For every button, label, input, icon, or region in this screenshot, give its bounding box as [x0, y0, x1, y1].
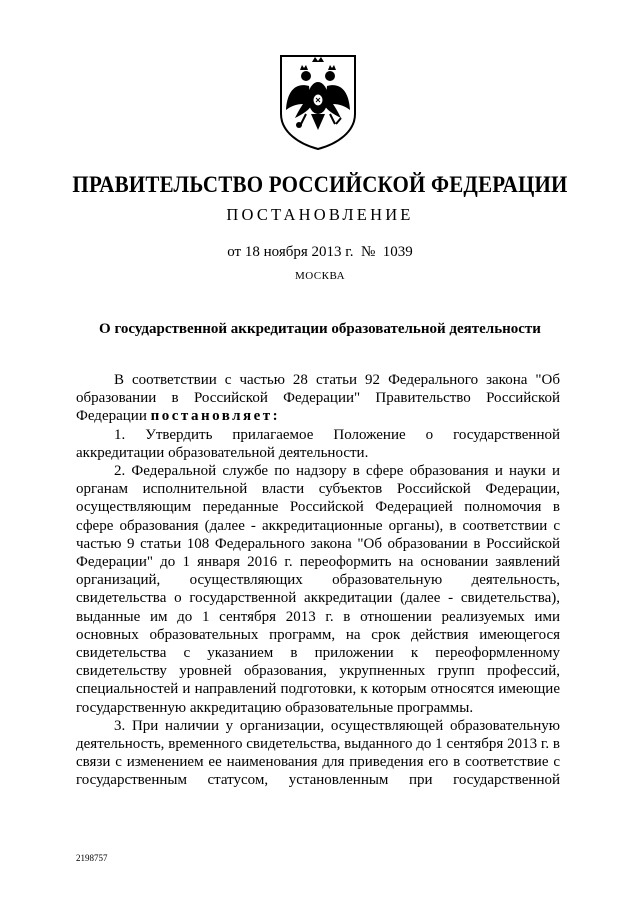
- document-title: О государственной аккредитации образовательной деятельности: [99, 321, 541, 337]
- government-name: ПРАВИТЕЛЬСТВО РОССИЙСКОЙ ФЕДЕРАЦИИ: [72, 170, 568, 198]
- preamble-text: В соответствии с частью 28 статьи 92 Федерального закона "Об образовании в Российской Федерации" Правительство Российской Федерации: [76, 372, 560, 425]
- date-and-number: от 18 ноября 2013 г. № 1039: [227, 244, 413, 260]
- paragraph-preamble: [76, 371, 560, 426]
- paragraph-item-3: 3. При наличии у организации, осуществляющей образовательную деятельность, временного свидетельства, выданного до 1 сентября 2013 г. в связи с изменением ее наименования для приведения его в соответствие с государственным статусом, установленным при государственной: [76, 717, 560, 789]
- city: МОСКВА: [294, 270, 346, 282]
- russian-coat-of-arms-icon: [273, 52, 363, 152]
- document-code: 2198757: [76, 853, 108, 863]
- resolves-keyword: постановляет:: [150, 408, 281, 425]
- paragraph-item-2: 2. Федеральной службе по надзору в сфере образования и науки и органам исполнительной власти субъектов Российской Федерации, осуществляющим переданные Российской Федерацией полномочия в сфере образования (далее - аккредитационные органы), в соответствии с частью 9 статьи 108 Федерального закона "Об образовании в Российской Федерации" до 1 января 2016 г. переоформить на основании заявлений организаций, осуществляющих образовательную деятельность, свидетельства о государственной аккредитации (далее - свидетельства), выданные им до 1 сентября 2013 г. в отношении реализуемых ими основных образовательных программ, на срок действия имеющегося свидетельства с указанием в приложении к переоформленному свидетельству уровней образования, укрупненных групп профессий, специальностей и направлений подготовки, к которым относятся имеющие государственную аккредитацию образовательные программы.: [76, 463, 560, 716]
- document-body: [76, 371, 560, 790]
- document-kind: ПОСТАНОВЛЕНИЕ: [226, 205, 414, 224]
- paragraph-item-1: 1. Утвердить прилагаемое Положение о государственной аккредитации образовательной деятельности.: [76, 426, 560, 461]
